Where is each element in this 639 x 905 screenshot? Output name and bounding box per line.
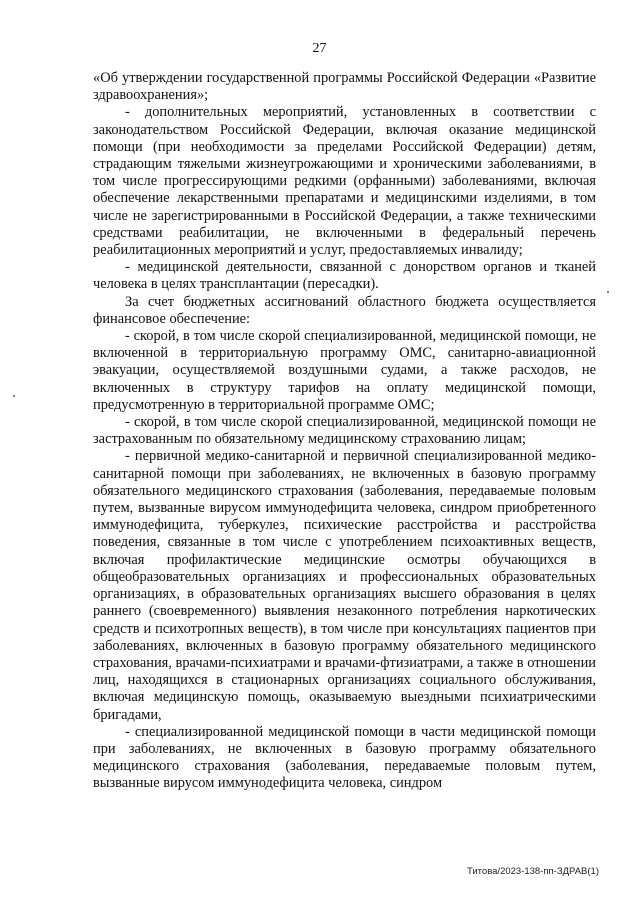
page-number: 27	[312, 41, 327, 56]
document-footer-code: Титова/2023-138-пп-ЗДРАВ(1)	[466, 866, 599, 877]
paragraph-primary-care: - первичной медико-санитарной и первичной специализированной медико-санитарной помощи при заболеваниях, не включенных в базовую программу обязательного медицинского страхования (заболевания, передаваемые половым путем, вызванные вирусом иммунодефицита человека, синдром приобретенного иммунодефицита, туберкулез, психические расстройства и расстройства поведения, связанные в том числе с употреблением психоактивных веществ, включая профилактические медицинские осмотры обучающихся в общеобразовательных организациях и профессиональных образовательных организациях, в образовательных организациях высшего образования в целях раннего (своевременного) выявления незаконного потребления наркотических средств и психотропных веществ), в том числе при консультациях пациентов при заболеваниях, включенных в базовую программу обязательного медицинского страхования, врачами-психиатрами и врачами-фтизиатрами, а также в отношении лиц, находящихся в стационарных организациях социального обслуживания, включая медицинскую помощь, оказываемую выездными психиатрическими бригадами,	[93, 448, 596, 723]
paragraph-organ-donation: - медицинской деятельности, связанной с донорством органов и тканей человека в целях трансплантации (пересадки).	[93, 259, 596, 293]
paragraph-program-reference: «Об утверждении государственной программы Российской Федерации «Развитие здравоохранения»;	[93, 70, 596, 104]
paragraph-specialized-care: - специализированной медицинской помощи в части медицинской помощи при заболеваниях, не включенных в базовую программу обязательного медицинского страхования (заболевания, передаваемые половым путем, вызванные вирусом иммунодефицита человека, синдром	[93, 723, 596, 792]
scan-speck	[13, 395, 15, 397]
document-body	[93, 70, 596, 793]
paragraph-regional-budget: За счет бюджетных ассигнований областного бюджета осуществляется финансовое обеспечение:	[93, 293, 596, 327]
paragraph-emergency-care: - скорой, в том числе скорой специализированной, медицинской помощи, не включенной в территориальную программу ОМС, санитарно-авиационной эвакуации, осуществляемой воздушными судами, а также расходов, не включенных в структуру тарифов на оплату медицинской помощи, предусмотренную в территориальной программе ОМС;	[93, 328, 596, 413]
scan-speck	[607, 291, 609, 293]
paragraph-uninsured-emergency: - скорой, в том числе скорой специализированной, медицинской помощи не застрахованным по обязательному медицинскому страхованию лицам;	[93, 414, 596, 448]
paragraph-additional-measures: - дополнительных мероприятий, установленных в соответствии с законодательством Российской Федерации, включая оказание медицинской помощи (при необходимости за пределами Российской Федерации) детям, страдающим тяжелыми жизнеугрожающими и хроническими заболеваниями, в том числе прогрессирующими редкими (орфанными) заболеваниями, включая обеспечение лекарственными препаратами и медицинскими изделиями, в том числе не зарегистрированными в Российской Федерации, а также техническими средствами реабилитации, не включенными в федеральный перечень реабилитационных мероприятий и услуг, предоставляемых инвалиду;	[93, 104, 596, 259]
